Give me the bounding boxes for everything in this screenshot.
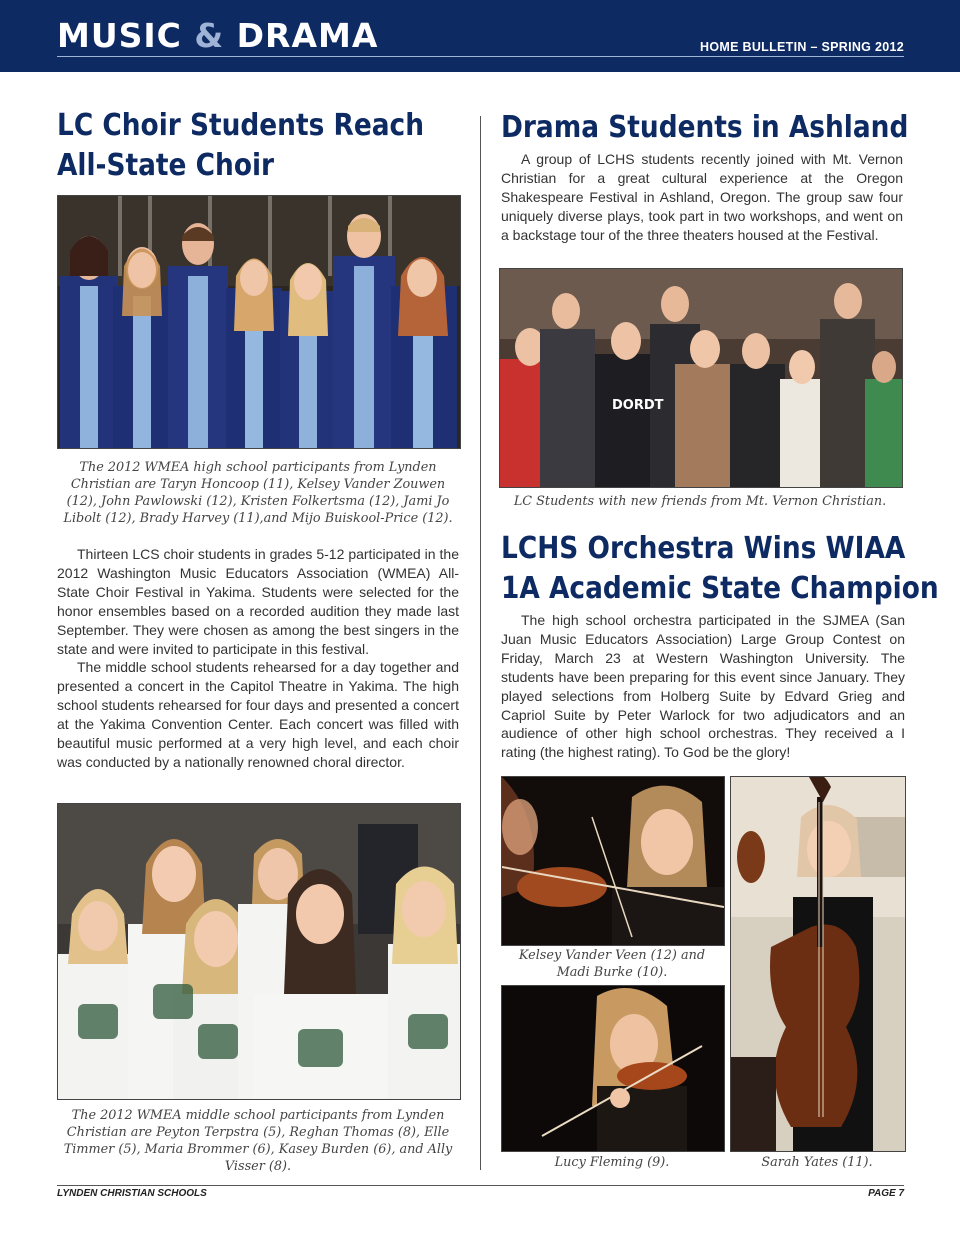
violinists-photo xyxy=(501,776,725,946)
footer-rule xyxy=(57,1185,904,1186)
sarah-yates-photo xyxy=(730,776,906,1152)
section-title: MUSIC & DRAMA xyxy=(57,16,379,55)
drama-group-photo xyxy=(499,268,903,488)
choir-high-school-caption: The 2012 WMEA high school participants from Lynden Christian are Taryn Honcoop (11), Kelsey Vander Zouwen (12), John Pawlowski (12), Kristen Folkertsma (12), Jami Jo Libolt (12), Brady Harvey (11),and Mijo Buiskool-Price (12). xyxy=(63,460,453,526)
drama-article-body xyxy=(501,150,903,245)
choir-article-body xyxy=(57,545,459,772)
choir-paragraph: The middle school students rehearsed for a day together and presented a concert in the Capitol Theatre in Yakima. The high school students rehearsed for four days and presented a concert at the Yakima Convention Center. Each concert was filled with beautiful music performed at a very high level, and each choir was conducted by a nationally renowned choral director. xyxy=(57,659,459,770)
violinists-caption: Kelsey Vander Veen (12) and Madi Burke (10). xyxy=(518,948,706,980)
section-banner xyxy=(0,0,960,72)
choir-middle-school-photo xyxy=(57,803,461,1100)
sarah-yates-caption: Sarah Yates (11). xyxy=(761,1155,873,1170)
drama-headline: Drama Students in Ashland xyxy=(501,110,909,145)
choir-headline: LC Choir Students Reach All-State Choir xyxy=(57,108,425,183)
orchestra-headline: LCHS Orchestra Wins WIAA 1A Academic State Champion xyxy=(501,531,939,606)
banner-rule xyxy=(57,56,904,57)
orchestra-article-body xyxy=(501,611,905,762)
lucy-fleming-caption: Lucy Fleming (9). xyxy=(554,1155,670,1170)
choir-middle-school-caption: The 2012 WMEA middle school participants from Lynden Christian are Peyton Terpstra (5), Reghan Thomas (8), Elle Timmer (5), Maria Brommer (6), Kasey Burden (6), and Ally Visser (8). xyxy=(63,1108,453,1174)
choir-paragraph: Thirteen LCS choir students in grades 5-12 participated in the 2012 Washington Music Educators Association (WMEA) All-State Choir Festival in Yakima. Students were selected for the honor ensembles based on a recorded audition they made last September. They were chosen as among the best singers in the state and were invited to participate in this festival. xyxy=(57,546,459,657)
column-divider xyxy=(480,116,481,1170)
orchestra-paragraph: The high school orchestra participated in the SJMEA (San Juan Music Educators Association) Large Group Contest on Friday, March 23 at Western Washington University. The students have been preparing for this event since January. They played selections from Holberg Suite by Edvard Grieg and Capriol Suite by Peter Warlock for two adjudicators and an audience of other high school orchestras. They received a I rating (the highest rating). To God be the glory! xyxy=(501,612,905,761)
dordt-shirt-text: DORDT xyxy=(612,398,664,413)
footer-school-name: LYNDEN CHRISTIAN SCHOOLS xyxy=(57,1188,207,1199)
issue-label: HOME BULLETIN – SPRING 2012 xyxy=(700,40,904,54)
lucy-fleming-photo xyxy=(501,985,725,1152)
drama-paragraph: A group of LCHS students recently joined with Mt. Vernon Christian for a great cultural experience at the Oregon Shakespeare Festival in Ashland, Oregon. The group saw four uniquely diverse plays, took part in two workshops, and went on a backstage tour of the three theaters housed at the Festival. xyxy=(501,151,903,243)
choir-high-school-photo xyxy=(57,195,461,449)
drama-photo-caption: LC Students with new friends from Mt. Vernon Christian. xyxy=(513,494,887,509)
footer-page-number: PAGE 7 xyxy=(868,1188,904,1199)
